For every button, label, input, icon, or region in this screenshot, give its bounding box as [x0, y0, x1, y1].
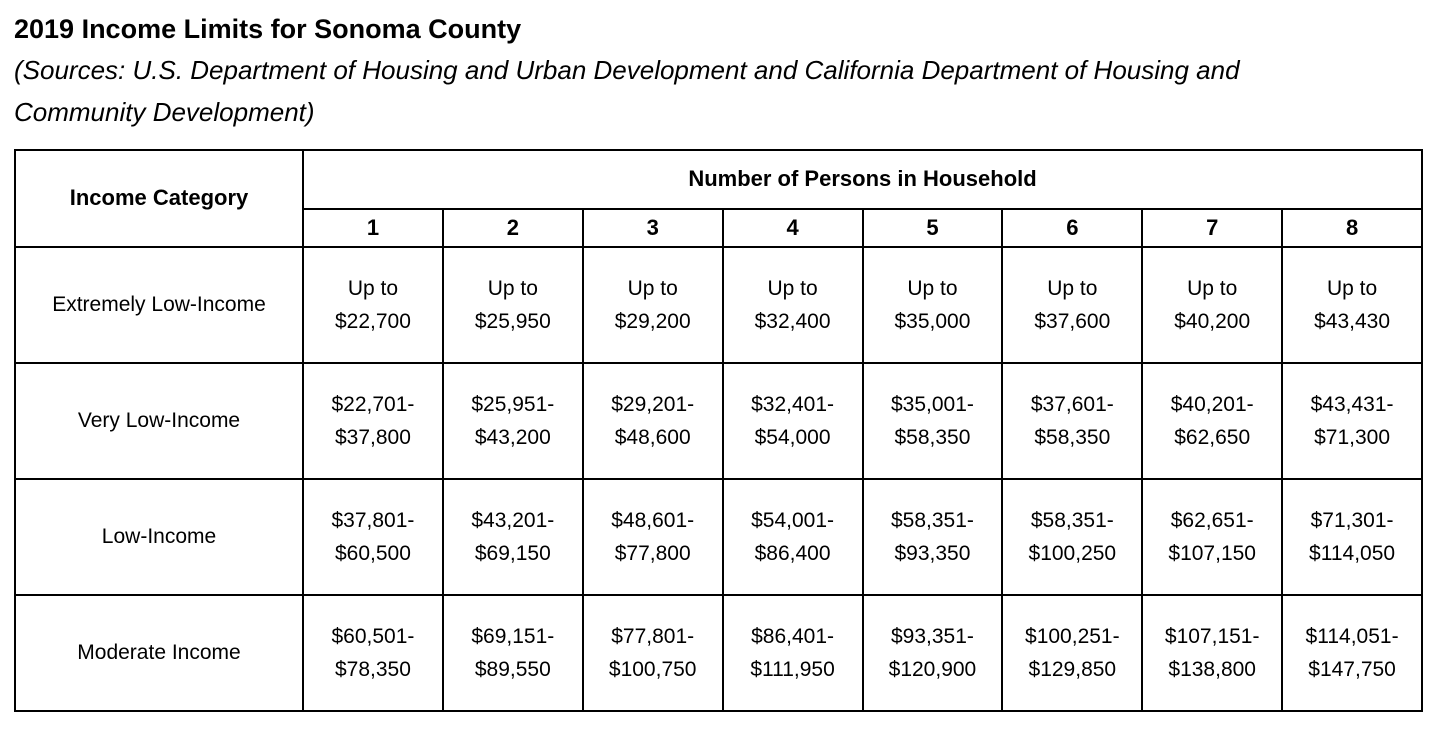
income-limits-table	[14, 149, 1423, 712]
cell-line: $22,701-	[331, 392, 415, 416]
income-range-cell	[863, 479, 1003, 595]
income-range-cell	[723, 247, 863, 363]
persons-in-household-header: Number of Persons in Household	[303, 150, 1422, 209]
income-range-cell	[1002, 479, 1142, 595]
cell-line: $111,950	[750, 657, 835, 681]
income-category-cell: Extremely Low-Income	[15, 247, 303, 363]
cell-line: $77,801-	[611, 624, 695, 648]
cell-line: $32,400	[754, 309, 831, 333]
cell-line: $22,700	[334, 309, 411, 333]
cell-line: $25,951-	[471, 392, 555, 416]
person-count-header-8: 8	[1282, 209, 1422, 247]
cell-line: Up to	[487, 276, 538, 300]
cell-line: $35,001-	[890, 392, 974, 416]
income-range-cell	[1282, 479, 1422, 595]
cell-line: $100,750	[608, 657, 697, 681]
page-title: 2019 Income Limits for Sonoma County	[14, 14, 522, 44]
income-range-cell	[723, 479, 863, 595]
income-range-cell	[583, 247, 723, 363]
income-range-cell	[1142, 479, 1282, 595]
cell-line: Up to	[907, 276, 958, 300]
person-count-header-3: 3	[583, 209, 723, 247]
cell-line: $147,750	[1308, 657, 1396, 681]
income-category-cell: Very Low-Income	[15, 363, 303, 479]
cell-line: $93,351-	[890, 624, 974, 648]
cell-line: $60,500	[334, 541, 411, 565]
income-range-cell	[443, 363, 583, 479]
income-range-cell	[1002, 247, 1142, 363]
income-range-cell	[863, 363, 1003, 479]
income-category-cell: Low-Income	[15, 479, 303, 595]
cell-line: $71,300	[1314, 425, 1391, 449]
income-range-cell	[1002, 595, 1142, 711]
cell-line: Up to	[1047, 276, 1098, 300]
cell-line: $78,350	[334, 657, 411, 681]
cell-line: $89,550	[474, 657, 551, 681]
cell-line: $35,000	[894, 309, 971, 333]
page-subtitle: (Sources: U.S. Department of Housing and Urban Development and California Department of Housing and Community Development)	[14, 55, 1240, 127]
income-range-cell	[583, 479, 723, 595]
income-category-cell: Moderate Income	[15, 595, 303, 711]
cell-line: $86,400	[754, 541, 831, 565]
cell-line: Up to	[1187, 276, 1238, 300]
income-range-cell	[723, 363, 863, 479]
cell-line: $71,301-	[1310, 508, 1394, 532]
cell-line: $48,600	[614, 425, 691, 449]
cell-line: $77,800	[614, 541, 691, 565]
cell-line: $43,201-	[471, 508, 555, 532]
income-category-header: Income Category	[15, 150, 303, 247]
cell-line: $43,431-	[1310, 392, 1394, 416]
cell-line: Up to	[627, 276, 678, 300]
cell-line: $60,501-	[331, 624, 415, 648]
cell-line: $100,251-	[1025, 624, 1120, 648]
person-count-header-1: 1	[303, 209, 443, 247]
group-header-row	[15, 150, 1422, 209]
cell-line: $43,200	[474, 425, 551, 449]
cell-line: $69,151-	[471, 624, 555, 648]
cell-line: $58,350	[894, 425, 971, 449]
cell-line: Up to	[767, 276, 818, 300]
cell-line: $54,001-	[751, 508, 835, 532]
cell-line: $58,351-	[1030, 508, 1114, 532]
cell-line: $114,050	[1309, 541, 1396, 565]
cell-line: $37,800	[334, 425, 411, 449]
income-range-cell	[1282, 247, 1422, 363]
cell-line: $29,200	[614, 309, 691, 333]
income-range-cell	[443, 595, 583, 711]
cell-line: $29,201-	[611, 392, 695, 416]
cell-line: $129,850	[1028, 657, 1117, 681]
income-range-cell	[1142, 247, 1282, 363]
income-range-cell	[1282, 595, 1422, 711]
cell-line: $37,601-	[1030, 392, 1114, 416]
cell-line: $43,430	[1314, 309, 1391, 333]
table-row	[15, 479, 1422, 595]
income-range-cell	[303, 595, 443, 711]
income-range-cell	[1282, 363, 1422, 479]
cell-line: $58,351-	[890, 508, 974, 532]
cell-line: $86,401-	[751, 624, 835, 648]
table-row	[15, 247, 1422, 363]
table-row	[15, 595, 1422, 711]
income-range-cell	[1142, 363, 1282, 479]
cell-line: Up to	[1326, 276, 1378, 300]
cell-line: $120,900	[888, 657, 977, 681]
income-range-cell	[723, 595, 863, 711]
cell-line: $48,601-	[611, 508, 695, 532]
income-range-cell	[443, 247, 583, 363]
cell-line: $37,801-	[331, 508, 415, 532]
cell-line: Up to	[347, 276, 399, 300]
cell-line: $107,150	[1168, 541, 1256, 565]
income-range-cell	[303, 363, 443, 479]
cell-line: $40,200	[1174, 309, 1251, 333]
cell-line: $114,051-	[1305, 624, 1399, 648]
cell-line: $62,650	[1174, 425, 1251, 449]
cell-line: $54,000	[754, 425, 831, 449]
cell-line: $93,350	[894, 541, 971, 565]
cell-line: $58,350	[1034, 425, 1111, 449]
cell-line: $107,151-	[1164, 624, 1260, 648]
cell-line: $37,600	[1034, 309, 1111, 333]
person-count-header-2: 2	[443, 209, 583, 247]
income-range-cell	[863, 247, 1003, 363]
person-count-header-4: 4	[723, 209, 863, 247]
cell-line: $25,950	[474, 309, 551, 333]
income-range-cell	[583, 363, 723, 479]
cell-line: $138,800	[1168, 657, 1256, 681]
cell-line: $32,401-	[751, 392, 835, 416]
person-count-header-7: 7	[1142, 209, 1282, 247]
income-range-cell	[863, 595, 1003, 711]
income-range-cell	[303, 479, 443, 595]
cell-line: $62,651-	[1170, 508, 1254, 532]
cell-line: $69,150	[474, 541, 551, 565]
person-count-header-6: 6	[1002, 209, 1142, 247]
person-count-header-5: 5	[863, 209, 1003, 247]
table-row	[15, 363, 1422, 479]
income-range-cell	[1002, 363, 1142, 479]
income-range-cell	[443, 479, 583, 595]
income-range-cell	[1142, 595, 1282, 711]
cell-line: $100,250	[1028, 541, 1117, 565]
income-range-cell	[303, 247, 443, 363]
cell-line: $40,201-	[1170, 392, 1254, 416]
income-range-cell	[583, 595, 723, 711]
